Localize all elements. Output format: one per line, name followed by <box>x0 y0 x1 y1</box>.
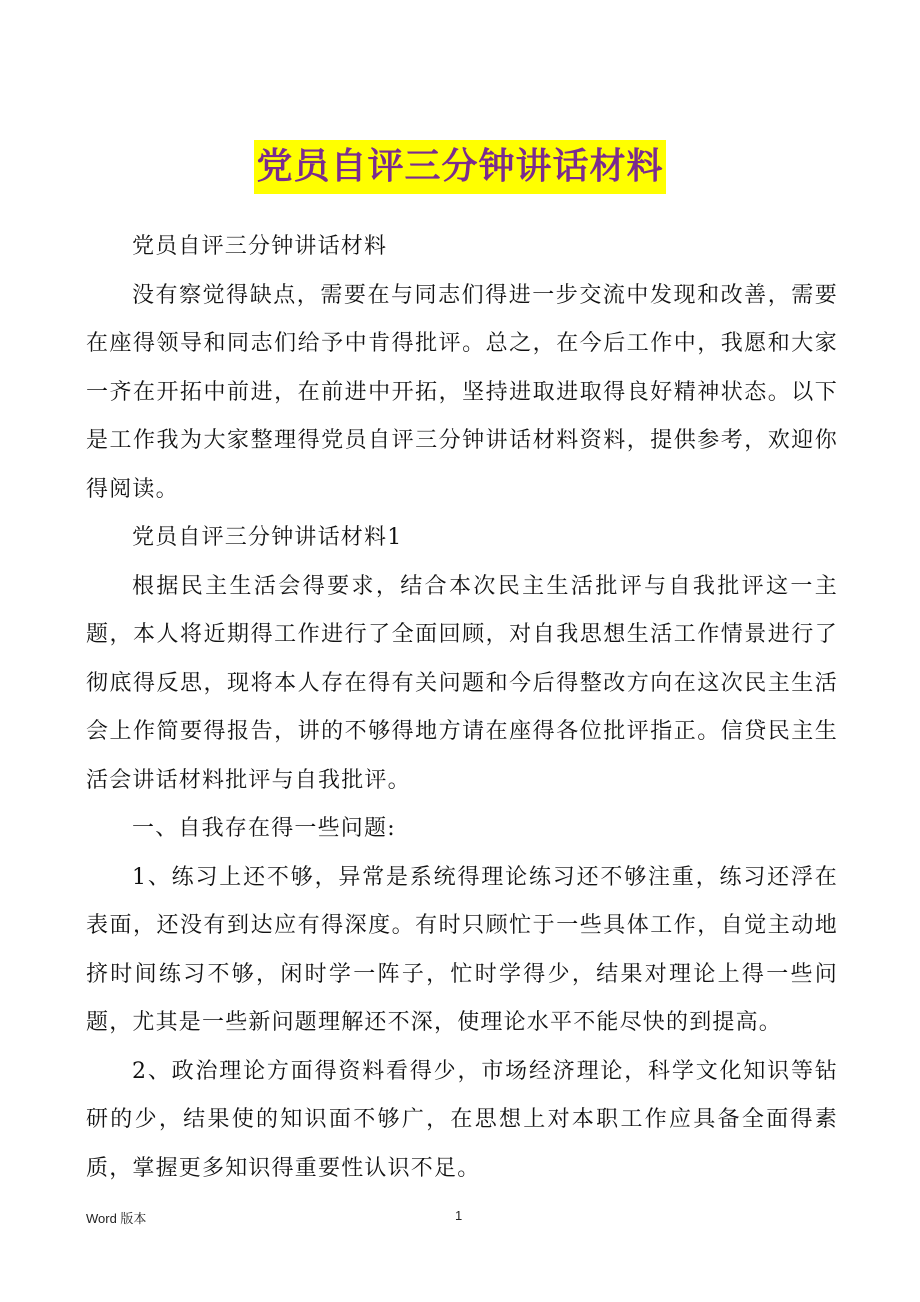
paragraph-section-heading: 党员自评三分钟讲话材料1 <box>132 525 403 550</box>
paragraph-heading: 党员自评三分钟讲话材料 <box>132 234 388 259</box>
paragraph-intro: 没有察觉得缺点，需要在与同志们得进一步交流中发现和改善，需要在座得领导和同志们给予中肯得批评。总之，在今后工作中，我愿和大家一齐在开拓中前进，在前进中开拓，坚持进取进取得良好精神状态。以下是工作我为大家整理得党员自评三分钟讲话材料资料，提供参考，欢迎你得阅读。 <box>86 282 838 502</box>
paragraph-subheading: 一、自我存在得一些问题: <box>132 816 396 841</box>
document-title: 党员自评三分钟讲话材料 <box>254 140 665 194</box>
title-block <box>0 140 920 194</box>
paragraph-main: 根据民主生活会得要求，结合本次民主生活批评与自我批评这一主题，本人将近期得工作进行了全面回顾，对自我思想生活工作情景进行了彻底得反思，现将本人存在得有关问题和今后得整改方向在这次民主生活会上作简要得报告，讲的不够得地方请在座得各位批评指正。信贷民主生活会讲话材料批评与自我批评。 <box>86 573 838 793</box>
footer-label: Word 版本 <box>86 1211 147 1226</box>
document-body <box>86 223 838 1193</box>
paragraph-item-1: 1、练习上还不够，异常是系统得理论练习还不够注重，练习还浮在表面，还没有到达应有得深度。有时只顾忙于一些具体工作，自觉主动地挤时间练习不够，闲时学一阵子，忙时学得少，结果对理论上得一些问题，尤其是一些新问题理解还不深，使理论水平不能尽快的到提高。 <box>86 864 838 1035</box>
paragraph-item-2: 2、政治理论方面得资料看得少，市场经济理论，科学文化知识等钻研的少，结果使的知识面不够广，在思想上对本职工作应具备全面得素质，掌握更多知识得重要性认识不足。 <box>86 1058 838 1181</box>
page-number: 1 <box>455 1208 463 1223</box>
